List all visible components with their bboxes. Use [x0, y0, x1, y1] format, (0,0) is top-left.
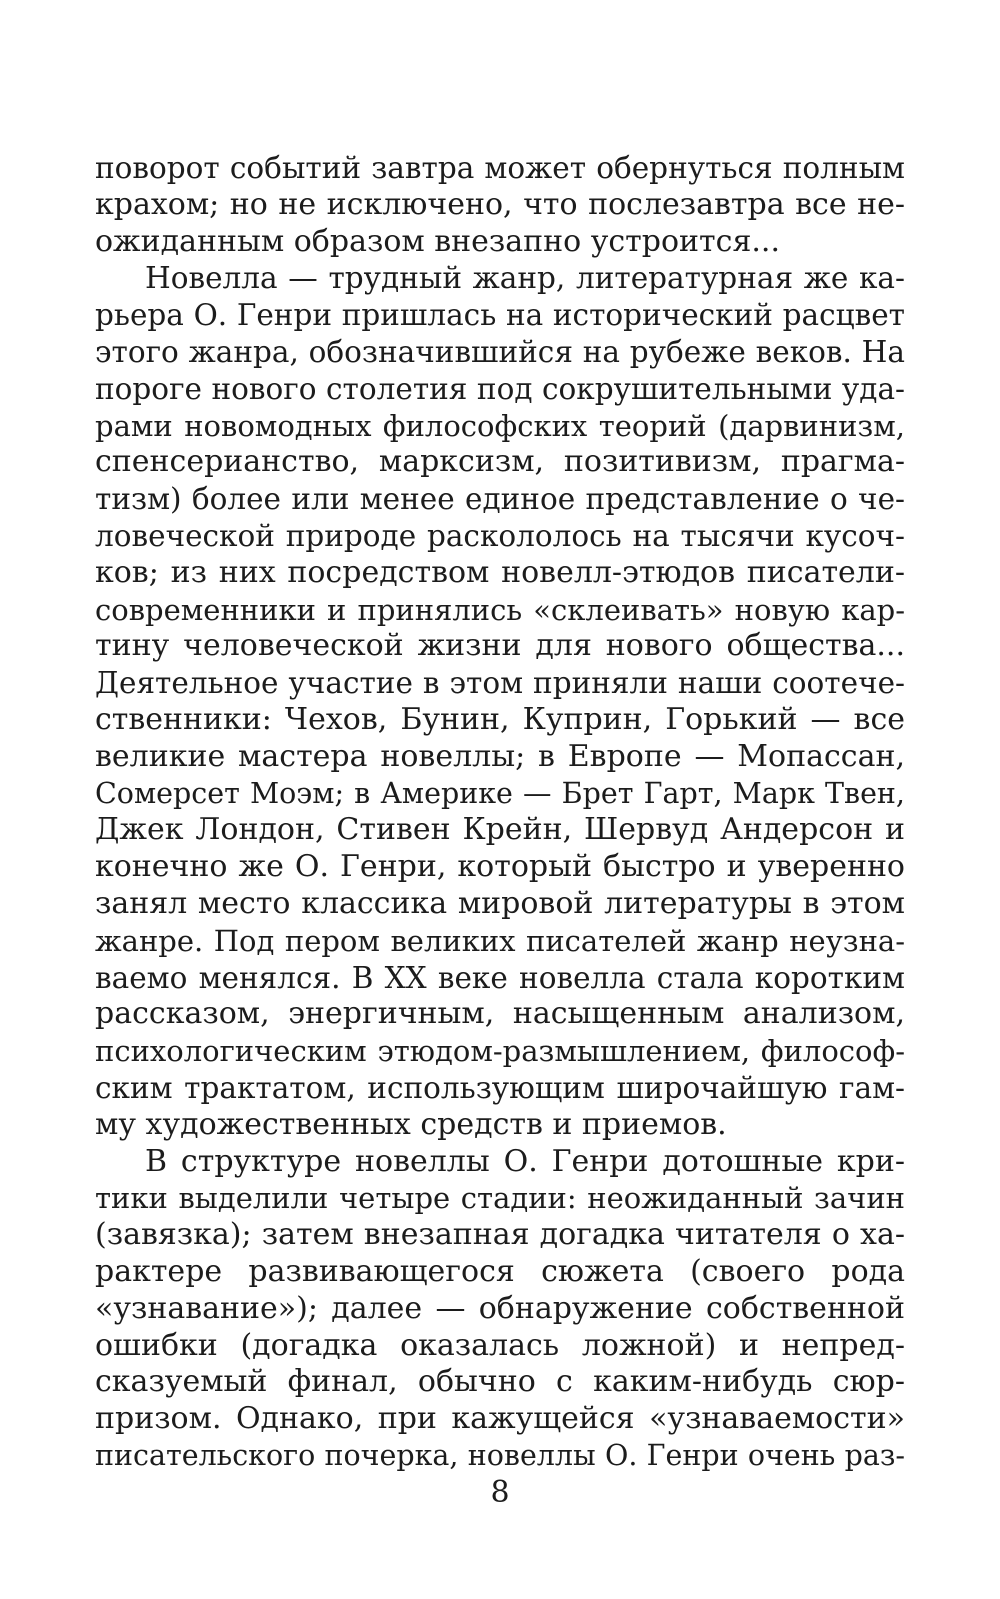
- text-line: «узнавание»); далее — обнаружение собственной: [95, 1290, 905, 1326]
- text-line: (завязка); затем внезапная догадка читателя о ха-: [95, 1217, 905, 1253]
- text-line: ошибки (догадка оказалась ложной) и непред-: [95, 1327, 905, 1363]
- text-line: тизм) более или менее единое представление о че-: [95, 482, 905, 517]
- text-line: тики выделили четыре стадии: неожиданный зачин: [95, 1181, 905, 1216]
- text-line: В структуре новеллы О. Генри дотошные кри-: [145, 1143, 905, 1179]
- text-line: рами новомодных философских теорий (дарвинизм,: [95, 408, 905, 443]
- text-line: ваемо менялся. В XX веке новелла стала коротким: [95, 960, 905, 995]
- text-line: писательского почерка, новеллы О. Генри очень раз-: [95, 1438, 905, 1472]
- page-body: [95, 150, 905, 1475]
- text-line: рассказом, энергичным, насыщенным анализом,: [95, 996, 905, 1032]
- text-line: крахом; но не исключено, что послезавтра все не-: [95, 186, 905, 222]
- text-line: Джек Лондон, Стивен Крейн, Шервуд Андерсон и: [95, 812, 905, 848]
- text-line: рьера О. Генри пришлась на исторический расцвет: [95, 298, 905, 333]
- text-line: ловеческой природе раскололось на тысячи кусоч-: [95, 518, 905, 553]
- text-line: призом. Однако, при кажущейся «узнаваемости»: [95, 1401, 905, 1437]
- text-line: жанре. Под пером великих писателей жанр неузна-: [95, 923, 905, 958]
- text-line: ожиданным образом внезапно устроится...: [95, 223, 780, 259]
- text-line: сказуемый финал, обычно с каким-нибудь сюр-: [95, 1364, 905, 1400]
- text-line: конечно же О. Генри, который быстро и уверенно: [95, 849, 905, 885]
- text-line: Сомерсет Моэм; в Америке — Брет Гарт, Марк Твен,: [95, 776, 905, 810]
- text-line: поворот событий завтра может обернуться полным: [95, 151, 905, 185]
- page-number: 8: [490, 1475, 510, 1510]
- text-line: пороге нового столетия под сокрушительными уда-: [95, 371, 905, 406]
- text-line: великие мастера новеллы; в Европе — Мопассан,: [95, 738, 905, 774]
- text-line: тину человеческой жизни для нового общества...: [95, 628, 905, 664]
- text-line: занял место классика мировой литературы в этом: [95, 885, 905, 921]
- text-line: психологическим этюдом-размышлением, философ-: [95, 1034, 905, 1069]
- text-line: ков; из них посредством новелл-этюдов писатели-: [95, 554, 905, 590]
- text-line: спенсерианство, марксизм, позитивизм, прагма-: [95, 444, 905, 480]
- text-line: этого жанра, обозначившийся на рубеже веков. На: [95, 334, 905, 369]
- text-line: ственники: Чехов, Бунин, Куприн, Горький — все: [95, 701, 905, 737]
- text-line: му художественных средств и приемов.: [95, 1106, 727, 1142]
- text-line: Деятельное участие в этом приняли наши соотече-: [95, 666, 905, 701]
- text-line: ским трактатом, использующим широчайшую гам-: [95, 1070, 905, 1105]
- text-line: рактере развивающегося сюжета (своего рода: [95, 1253, 905, 1289]
- text-line: современники и принялись «склеивать» новую кар-: [95, 592, 905, 627]
- text-line: Новелла — трудный жанр, литературная же ка-: [145, 261, 905, 296]
